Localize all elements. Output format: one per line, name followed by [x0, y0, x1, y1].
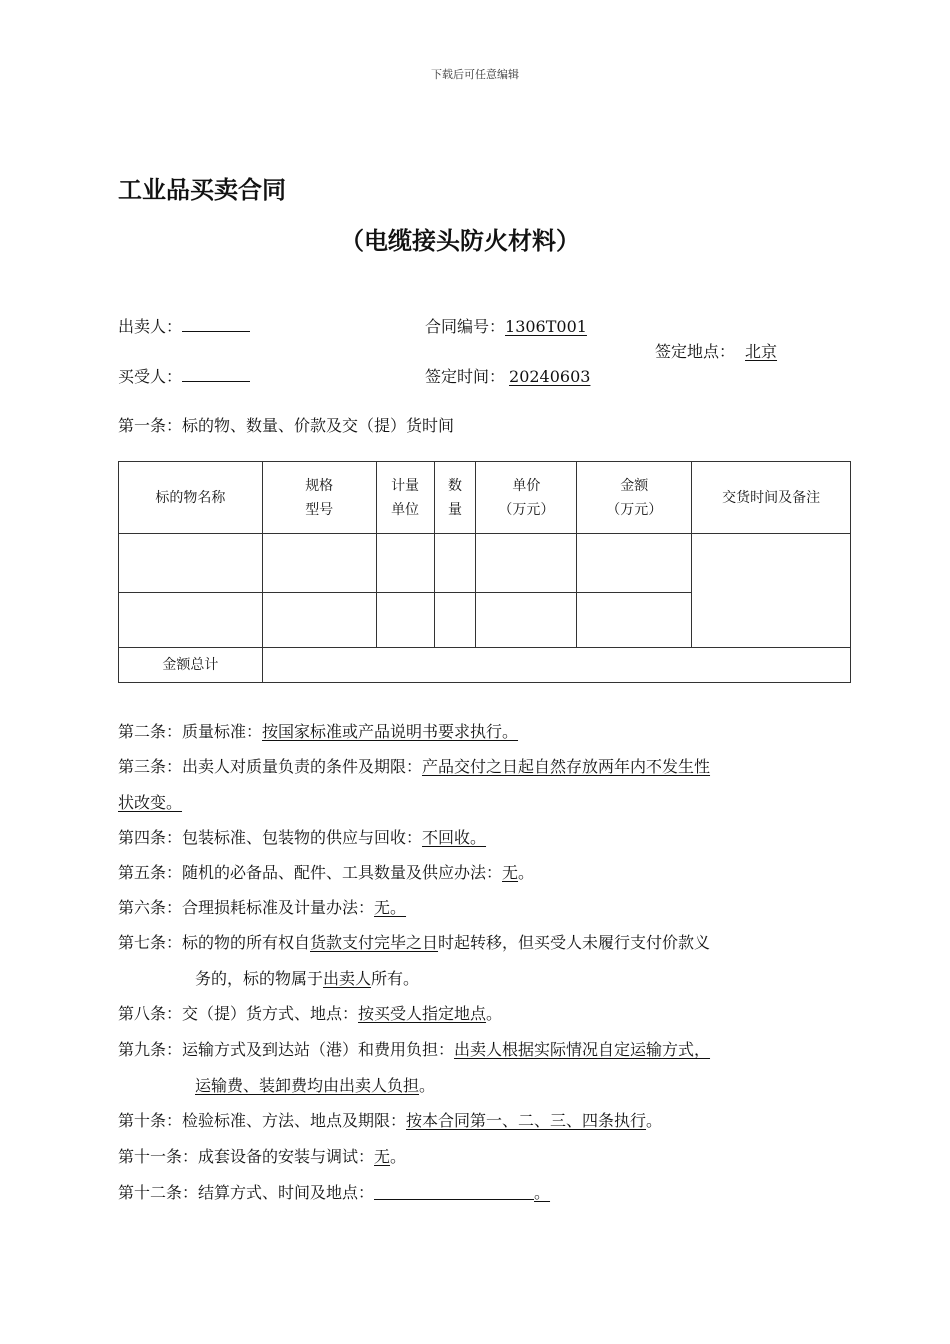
total-label: 金额总计: [119, 648, 263, 683]
header-spec: 规格 型号: [262, 462, 376, 534]
clause-5-value: 无: [502, 863, 519, 882]
clause-8-value: 按买受人指定地点: [358, 1004, 487, 1023]
clause-8: 第八条：交（提）货方式、地点：按买受人指定地点。: [118, 1004, 503, 1023]
clause-6: 第六条：合理损耗标准及计量办法：无。: [118, 898, 407, 917]
clause-2: 第二条：质量标准：按国家标准或产品说明书要求执行。: [118, 722, 519, 741]
table-cell: [376, 534, 434, 593]
total-value: [262, 648, 850, 683]
table-cell: [262, 534, 376, 593]
seller-field: [118, 314, 250, 337]
table-total-row: [119, 648, 851, 683]
clause-7: 第七条：标的物的所有权自货款支付完毕之日时起转移，但买受人未履行支付价款义: [118, 933, 711, 952]
date-value: 20240603: [509, 367, 591, 386]
clause-7-owner: 出卖人: [323, 969, 372, 988]
header-delivery: 交货时间及备注: [692, 462, 851, 534]
clause-11-value: 无: [374, 1147, 391, 1166]
table-cell: [376, 593, 434, 648]
table-cell: [577, 534, 692, 593]
clause-5: 第五条：随机的必备品、配件、工具数量及供应办法：无。: [118, 863, 535, 882]
contract-no-value: 1306T001: [505, 317, 587, 336]
buyer-field: [118, 364, 250, 387]
clause-3-value: 产品交付之日起自然存放两年内不发生性: [422, 757, 711, 776]
place-label: 签定地点：: [655, 342, 736, 361]
table-cell: [119, 534, 263, 593]
table-cell: [119, 593, 263, 648]
clause-10-value: 按本合同第一、二、三、四条执行: [406, 1111, 647, 1130]
table-cell: [434, 534, 476, 593]
contract-no-label: 合同编号：: [425, 317, 506, 336]
table-header-row: [119, 462, 851, 534]
header-qty: 数 量: [434, 462, 476, 534]
clause-3-continued: 状改变。: [118, 793, 183, 812]
table-cell: [476, 534, 577, 593]
buyer-blank: [182, 367, 250, 382]
clause-4-value: 不回收。: [422, 828, 487, 847]
clause-11: 第十一条：成套设备的安装与调试：无。: [118, 1147, 407, 1166]
table-cell: [577, 593, 692, 648]
clause-6-value: 无。: [374, 898, 407, 917]
document-title: 工业品买卖合同: [118, 176, 286, 204]
document-subtitle: （电缆接头防火材料）: [340, 227, 580, 255]
date-field: [425, 364, 590, 387]
clause-2-value: 按国家标准或产品说明书要求执行。: [262, 722, 519, 741]
header-name: 标的物名称: [119, 462, 263, 534]
goods-table: [118, 461, 851, 683]
clause-12: 第十二条：结算方式、时间及地点： 。: [118, 1183, 551, 1202]
clause-9-continued: 运输费、装卸费均由出卖人负担。: [195, 1076, 436, 1095]
clause-4: 第四条：包装标准、包装物的供应与回收：不回收。: [118, 828, 487, 847]
header-unit-price: 单价 （万元）: [476, 462, 577, 534]
header-note: 下载后可任意编辑: [431, 68, 519, 81]
contract-no-field: [425, 314, 635, 337]
table-cell: [476, 593, 577, 648]
clause-9-value: 出卖人根据实际情况自定运输方式，: [454, 1040, 711, 1059]
clause-7-transfer-point: 货款支付完毕之日: [310, 933, 439, 952]
date-label: 签定时间：: [425, 367, 506, 386]
table-row: [119, 534, 851, 593]
table-cell: [434, 593, 476, 648]
clause-7-continued: 务的，标的物属于出卖人所有。: [195, 969, 420, 988]
place-value: 北京: [745, 342, 778, 361]
table-cell: [262, 593, 376, 648]
delivery-cell: [692, 534, 851, 648]
seller-label: 出卖人：: [118, 317, 183, 336]
header-amount: 金额 （万元）: [577, 462, 692, 534]
clause-9: 第九条：运输方式及到达站（港）和费用负担：出卖人根据实际情况自定运输方式，: [118, 1040, 711, 1059]
seller-blank: [182, 317, 250, 332]
article-1-heading: 第一条：标的物、数量、价款及交（提）货时间: [118, 416, 455, 435]
buyer-label: 买受人：: [118, 367, 183, 386]
clause-3: 第三条：出卖人对质量负责的条件及期限：产品交付之日起自然存放两年内不发生性: [118, 757, 711, 776]
place-field: [655, 339, 831, 362]
clause-12-blank: [374, 1185, 534, 1200]
header-unit: 计量 单位: [376, 462, 434, 534]
clause-10: 第十条：检验标准、方法、地点及期限：按本合同第一、二、三、四条执行。: [118, 1111, 663, 1130]
